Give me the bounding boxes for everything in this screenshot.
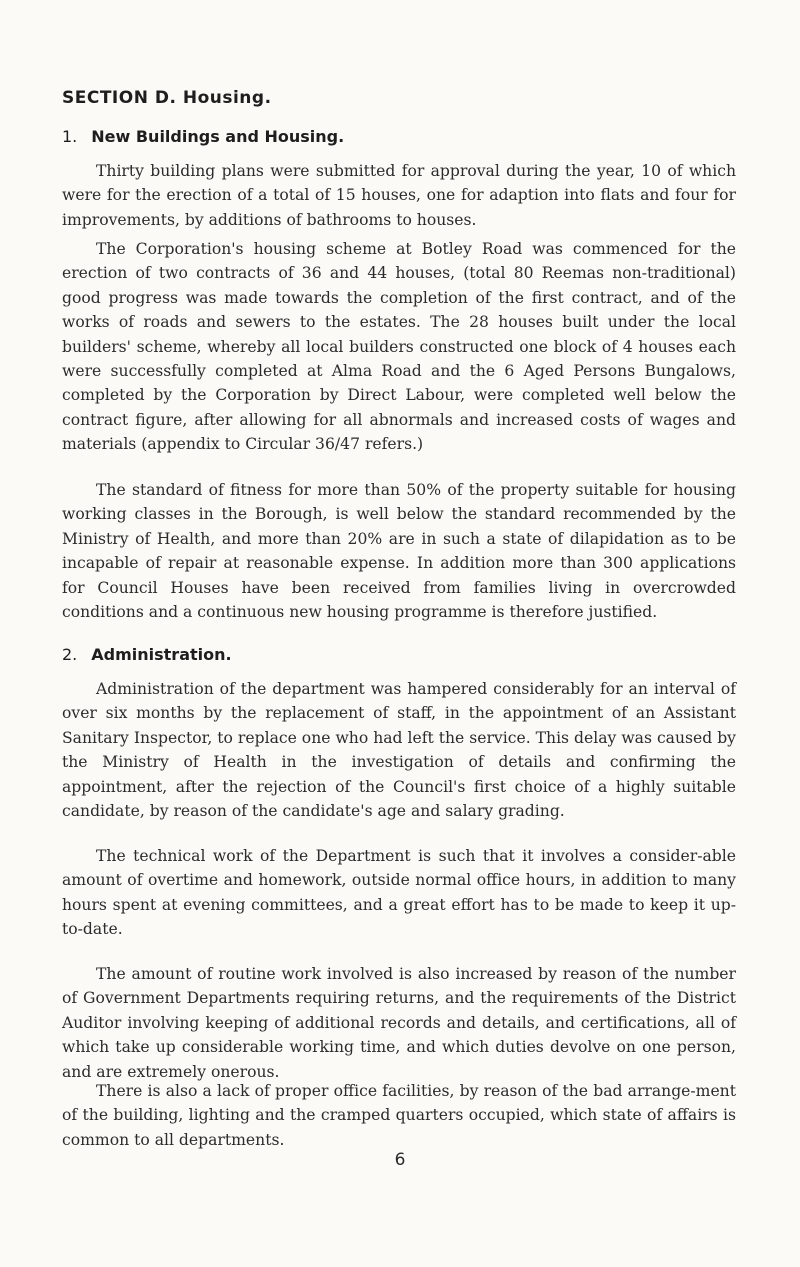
subsection-number: 2. <box>62 645 78 664</box>
page-number: 6 <box>394 1150 406 1170</box>
subsection-number: 1. <box>62 127 78 146</box>
subsection-title: Administration. <box>91 645 232 664</box>
paragraph-office-facilities: There is also a lack of proper office facilities, by reason of the bad arrange-ment of the building, lighting and the cramped quarters occupied, which state of affairs is common to all departments. <box>62 1082 736 1149</box>
section-title: SECTION D. Housing. <box>62 88 272 108</box>
paragraph-building-plans: Thirty building plans were submitted for approval during the year, 10 of which were for the erection of a total of 15 houses, one for adaption into flats and four for improvements, by additions of bathrooms to houses. <box>62 162 736 229</box>
subsection-heading-administration <box>62 645 232 664</box>
paragraph-technical-work: The technical work of the Department is such that it involves a consider-able amount of overtime and homework, outside normal office hours, in addition to many hours spent at evening committees, and a great effort has to be made to keep it up-to-date. <box>62 847 736 939</box>
subsection-title: New Buildings and Housing. <box>91 127 345 146</box>
paragraph-routine-work: The amount of routine work involved is also increased by reason of the number of Government Departments requiring returns, and the requirements of the District Auditor involving keeping of additional records and details, and certifications, all of which take up considerable working time, and which duties devolve on one person, and are extremely onerous. <box>62 965 736 1081</box>
subsection-heading-new-buildings <box>62 127 344 146</box>
paragraph-fitness-standard: The standard of fitness for more than 50% of the property suitable for housing working classes in the Borough, is well below the standard recommended by the Ministry of Health, and more than 20% are in such a state of dilapidation as to be incapable of repair at reasonable expense. In addition more than 300 applications for Council Houses have been received from families living in overcrowded conditions and a continuous new housing programme is therefore justified. <box>62 481 736 622</box>
paragraph-botley-road-scheme: The Corporation's housing scheme at Botley Road was commenced for the erection of two contracts of 36 and 44 houses, (total 80 Reemas non-traditional) good progress was made towards the completion of the first contract, and of the works of roads and sewers to the estates. The 28 houses built under the local builders' scheme, whereby all local builders constructed one block of 4 houses each were successfully completed at Alma Road and the 6 Aged Persons Bungalows, completed by the Corporation by Direct Labour, were completed well below the contract figure, after allowing for all abnormals and increased costs of wages and materials (appendix to Circular 36/47 refers.) <box>62 240 736 454</box>
paragraph-administration-staff: Administration of the department was hampered considerably for an interval of over six months by the replacement of staff, in the appointment of an Assistant Sanitary Inspector, to replace one who had left the service. This delay was caused by the Ministry of Health in the investigation of details and confirming the appointment, after the rejection of the Council's first choice of a highly suitable candidate, by reason of the candidate's age and salary grading. <box>62 680 736 821</box>
